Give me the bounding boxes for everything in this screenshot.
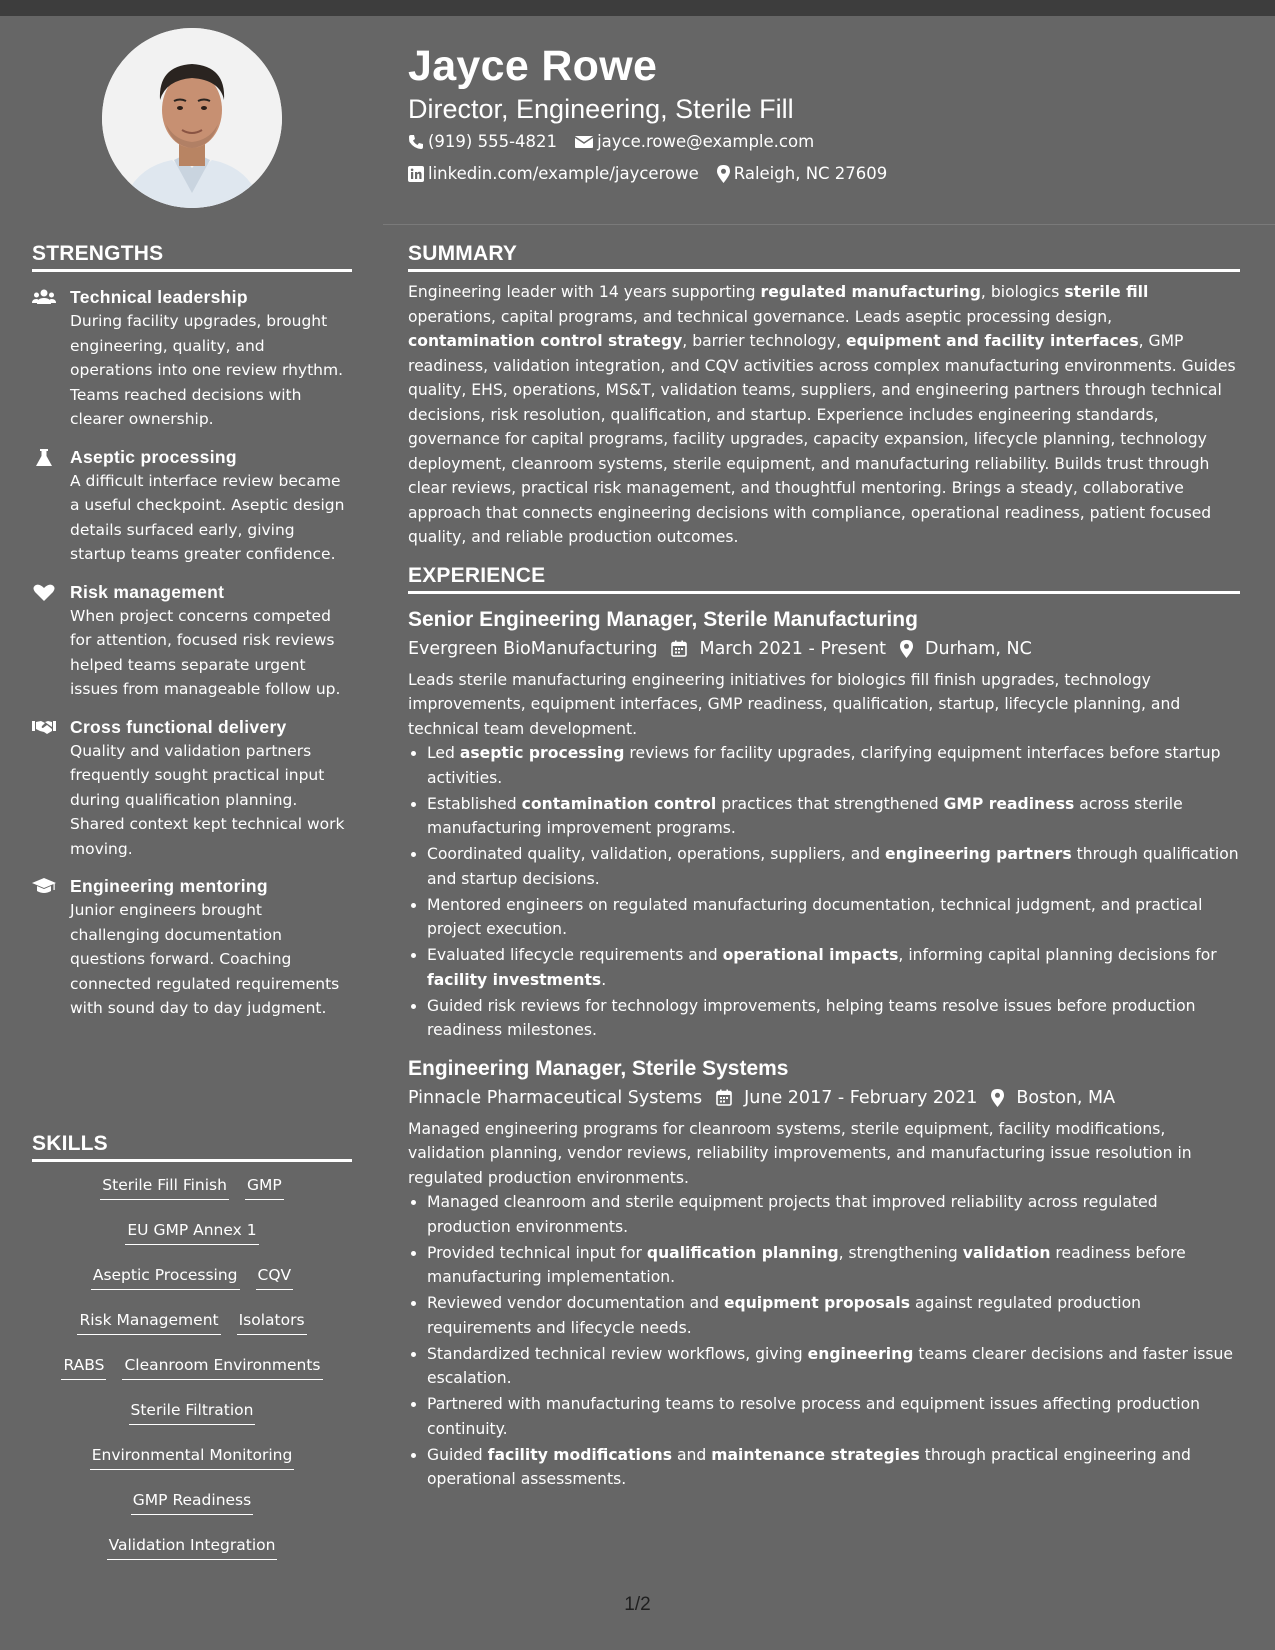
phone-number: (919) 555-4821 bbox=[428, 132, 558, 151]
calendar-icon bbox=[671, 640, 687, 657]
skill-row bbox=[32, 1354, 352, 1399]
strength-item bbox=[32, 875, 352, 1021]
candidate-name: Jayce Rowe bbox=[408, 42, 658, 90]
job-entry bbox=[408, 606, 1240, 1043]
job-summary: Managed engineering programs for cleanroom systems, sterile equipment, facility modifications, validation planning, vendor reviews, reliability improvements, and manufacturing issue resolution in regulated production environments. bbox=[408, 1119, 1192, 1187]
location-text: Raleigh, NC 27609 bbox=[733, 164, 888, 183]
job-summary: Leads sterile manufacturing engineering initiatives for biologics fill finish upgrades, technology improvements, equipment interfaces, GMP readiness, qualification, startup, lifecycle planning, and technical team development. bbox=[408, 670, 1181, 738]
emphasis-text: engineering bbox=[807, 1344, 914, 1363]
skill-row bbox=[32, 1399, 352, 1444]
flask-icon bbox=[32, 448, 56, 468]
envelope-icon bbox=[575, 135, 593, 149]
strength-description: Quality and validation partners frequently sought practical input during qualification planning. Shared context kept technical work moving. bbox=[70, 741, 345, 858]
skill-chip: Isolators bbox=[237, 1309, 307, 1335]
strength-name: Technical leadership bbox=[70, 287, 248, 307]
skill-chip: Environmental Monitoring bbox=[90, 1444, 295, 1470]
graduation-cap-icon bbox=[32, 877, 56, 897]
job-dates: June 2017 - February 2021 bbox=[744, 1087, 978, 1108]
strength-item bbox=[32, 716, 352, 862]
strength-name: Risk management bbox=[70, 581, 225, 602]
job-bullet: • Partnered with manufacturing teams to resolve process and equipment issues affecting production continuity. bbox=[427, 1392, 1240, 1441]
skill-row bbox=[32, 1264, 352, 1309]
handshake-icon bbox=[32, 718, 56, 738]
skill-chip: CQV bbox=[256, 1264, 294, 1290]
summary-section bbox=[408, 242, 1240, 550]
linkedin-icon bbox=[408, 166, 424, 182]
page-number: 1/2 bbox=[624, 1594, 651, 1615]
skill-chip: Validation Integration bbox=[107, 1534, 278, 1560]
job-bullet: • Standardized technical review workflows, giving engineering teams clearer decisions and faster issue escalation. bbox=[427, 1342, 1240, 1391]
experience-title: EXPERIENCE bbox=[408, 564, 1240, 594]
heart-icon bbox=[32, 583, 56, 603]
linkedin-url[interactable]: linkedin.com/example/jaycerowe bbox=[428, 164, 699, 183]
strength-name: Aseptic processing bbox=[70, 446, 237, 467]
strength-name: Cross functional delivery bbox=[70, 716, 287, 737]
emphasis-text: sterile fill bbox=[1064, 283, 1149, 301]
map-pin-icon bbox=[991, 1089, 1004, 1107]
emphasis-text: equipment proposals bbox=[723, 1294, 910, 1312]
skill-row bbox=[32, 1489, 352, 1534]
job-bullet: • Evaluated lifecycle requirements and operational impacts, informing capital planning decisions for facility investments. bbox=[427, 943, 1240, 992]
skill-row bbox=[32, 1534, 352, 1579]
strength-item bbox=[32, 446, 352, 567]
header-divider bbox=[383, 224, 1275, 225]
map-pin-icon bbox=[717, 165, 730, 183]
summary-title: SUMMARY bbox=[408, 242, 1240, 272]
skill-chip: RABS bbox=[61, 1354, 106, 1380]
map-pin-icon bbox=[900, 640, 913, 658]
job-meta bbox=[408, 1083, 1240, 1113]
emphasis-text: operational impacts bbox=[722, 946, 899, 964]
top-bar bbox=[0, 0, 1275, 16]
candidate-title: Director, Engineering, Sterile Fill bbox=[408, 94, 794, 124]
emphasis-text: engineering partners bbox=[885, 845, 1072, 863]
job-bullet: • Managed cleanroom and sterile equipment projects that improved reliability across regulated production environments. bbox=[427, 1190, 1240, 1239]
emphasis-text: contamination control strategy bbox=[408, 332, 683, 350]
job-location: Durham, NC bbox=[925, 638, 1032, 659]
skill-chip: Aseptic Processing bbox=[91, 1264, 240, 1290]
strength-description: A difficult interface review became a useful checkpoint. Aseptic design details surfaced early, giving startup teams greater confidence. bbox=[70, 471, 345, 563]
experience-section bbox=[408, 564, 1240, 1492]
strengths-title: STRENGTHS bbox=[32, 242, 352, 272]
contact-row bbox=[408, 158, 1238, 190]
strengths-section bbox=[32, 242, 352, 1021]
skill-chip: EU GMP Annex 1 bbox=[125, 1219, 258, 1245]
skill-chip: Sterile Filtration bbox=[129, 1399, 256, 1425]
job-bullet: • Led aseptic processing reviews for facility upgrades, clarifying equipment interfaces before startup activities. bbox=[427, 741, 1240, 790]
company-name: Pinnacle Pharmaceutical Systems bbox=[408, 1087, 703, 1108]
strength-description: When project concerns competed for attention, focused risk reviews helped teams separate urgent issues from manageable follow up. bbox=[70, 606, 341, 698]
skill-row bbox=[32, 1174, 352, 1219]
job-bullets bbox=[408, 1190, 1240, 1492]
job-bullet: • Provided technical input for qualification planning, strengthening validation readiness before manufacturing implementation. bbox=[427, 1241, 1240, 1290]
job-title: Senior Engineering Manager, Sterile Manufacturing bbox=[408, 607, 918, 631]
job-bullet: • Mentored engineers on regulated manufacturing documentation, technical judgment, and practical project execution. bbox=[427, 893, 1240, 942]
resume-header bbox=[408, 40, 1238, 190]
skill-chip: Risk Management bbox=[77, 1309, 220, 1335]
skills-section bbox=[32, 1132, 352, 1579]
strength-description: During facility upgrades, brought engineering, quality, and operations into one review rhythm. Teams reached decisions with clearer ownership. bbox=[70, 312, 344, 428]
strength-description: Junior engineers brought challenging documentation questions forward. Coaching connected regulated requirements with sound day to day judgment. bbox=[70, 901, 340, 1017]
job-bullet: • Guided risk reviews for technology improvements, helping teams resolve issues before production readiness milestones. bbox=[427, 994, 1240, 1043]
strength-item bbox=[32, 286, 352, 432]
emphasis-text: facility investments bbox=[427, 970, 602, 989]
emphasis-text: qualification planning bbox=[646, 1243, 839, 1262]
skill-row bbox=[32, 1444, 352, 1489]
strength-name: Engineering mentoring bbox=[70, 876, 268, 896]
profile-photo bbox=[102, 28, 282, 208]
job-bullet: • Guided facility modifications and maintenance strategies through practical engineering and operational assessments. bbox=[427, 1443, 1240, 1492]
job-bullets bbox=[408, 741, 1240, 1043]
skills-title: SKILLS bbox=[32, 1132, 352, 1162]
skill-row bbox=[32, 1219, 352, 1264]
job-dates: March 2021 - Present bbox=[699, 638, 887, 659]
phone-contact bbox=[408, 126, 557, 158]
skill-chip: Cleanroom Environments bbox=[122, 1354, 322, 1380]
emphasis-text: GMP readiness bbox=[943, 794, 1075, 813]
job-bullet: • Reviewed vendor documentation and equipment proposals against regulated production requirements and lifecycle needs. bbox=[427, 1291, 1240, 1340]
job-entry bbox=[408, 1055, 1240, 1492]
emphasis-text: equipment and facility interfaces bbox=[846, 332, 1139, 350]
emphasis-text: regulated manufacturing bbox=[760, 283, 981, 301]
users-icon bbox=[32, 288, 56, 308]
emphasis-text: validation bbox=[962, 1243, 1051, 1262]
emphasis-text: contamination control bbox=[521, 794, 717, 813]
skill-chip: Sterile Fill Finish bbox=[100, 1174, 229, 1200]
linkedin-contact[interactable] bbox=[408, 158, 699, 190]
skill-row bbox=[32, 1309, 352, 1354]
strength-item bbox=[32, 581, 352, 702]
emphasis-text: maintenance strategies bbox=[711, 1445, 920, 1464]
emphasis-text: facility modifications bbox=[487, 1445, 672, 1464]
email-address[interactable]: jayce.rowe@example.com bbox=[597, 132, 815, 151]
main-column bbox=[408, 242, 1240, 1493]
job-bullet: • Established contamination control practices that strengthened GMP readiness across sterile manufacturing improvement programs. bbox=[427, 792, 1240, 841]
job-meta bbox=[408, 634, 1240, 664]
calendar-icon bbox=[716, 1089, 732, 1106]
email-contact[interactable] bbox=[575, 126, 814, 158]
skill-chip: GMP Readiness bbox=[131, 1489, 253, 1515]
company-name: Evergreen BioManufacturing bbox=[408, 638, 658, 659]
phone-icon bbox=[408, 134, 424, 150]
contact-row bbox=[408, 126, 1238, 158]
emphasis-text: aseptic processing bbox=[459, 744, 625, 762]
job-bullet: • Coordinated quality, validation, operations, suppliers, and engineering partners through qualification and startup decisions. bbox=[427, 842, 1240, 891]
location-contact bbox=[717, 158, 888, 190]
summary-text: Engineering leader with 14 years supporting regulated manufacturing, biologics sterile fill operations, capital programs, and technical governance. Leads aseptic processing design, contamination control strategy, barrier technology, equipment and facility interfaces, GMP readiness, validation integration, and CQV activities across complex manufacturing environments. Guides quality, EHS, operations, MS&T, validation teams, suppliers, and engineering partners through technical decisions, risk resolution, qualification, and startup. Experience includes engineering standards, governance for capital programs, facility upgrades, capacity expansion, lifecycle planning, technology deployment, cleanroom systems, sterile equipment, and manufacturing reliability. Builds trust through clear reviews, practical risk management, and thoughtful mentoring. Brings a steady, collaborative approach that connects engineering decisions with compliance, operational readiness, patient focused quality, and reliable production outcomes. bbox=[408, 283, 1236, 546]
job-location: Boston, MA bbox=[1016, 1087, 1116, 1108]
job-title: Engineering Manager, Sterile Systems bbox=[408, 1056, 789, 1080]
skill-chip: GMP bbox=[245, 1174, 284, 1200]
